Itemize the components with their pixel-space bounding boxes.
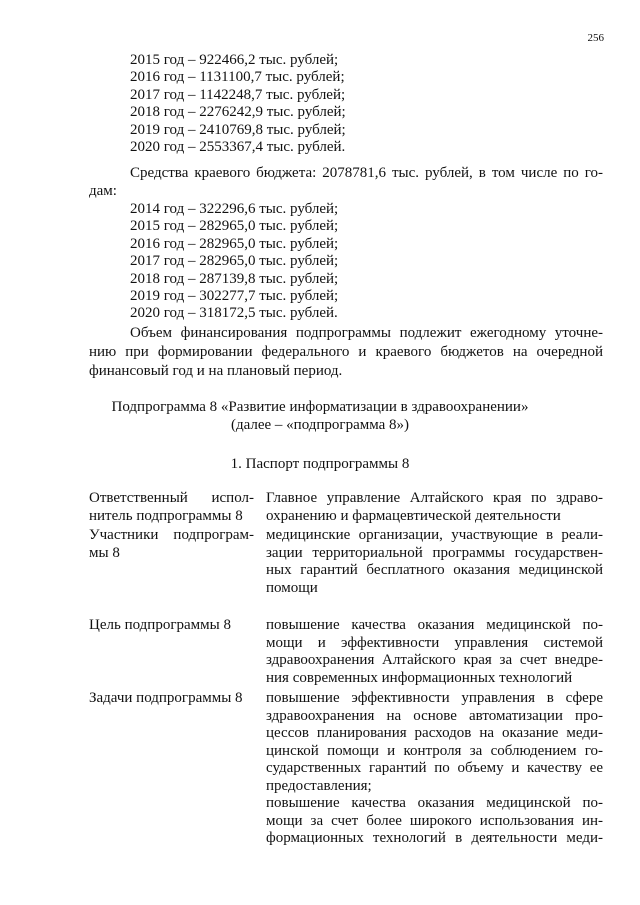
regional-budget-line1: Средства краевого бюджета: 2078781,6 тыс. рублей, в том числе по го- — [130, 165, 603, 181]
list-item: 2017 год – 282965,0 тыс. рублей; — [130, 253, 339, 270]
list-item: 2019 год – 2410769,8 тыс. рублей; — [130, 121, 346, 138]
financing-note-line2: нию при формировании федерального и краевого бюджетов на очередной — [89, 344, 603, 360]
tasks-label: Задачи подпрограммы 8 — [89, 690, 243, 706]
goal-value: повышение качества оказания медицинской по- мощи и эффективности управления системой здравоохранения Алтайского края за счет внедре- ния современных информационных технологий — [266, 617, 603, 686]
list-item: 2016 год – 1131100,7 тыс. рублей; — [130, 69, 345, 86]
goal-label: Цель подпрограммы 8 — [89, 617, 231, 633]
financing-note-line3: финансовый год и на плановый период. — [89, 363, 343, 379]
financing-note-line1: Объем финансирования подпрограммы подлежит ежегодному уточне- — [130, 325, 603, 341]
regional-budget-list — [130, 201, 338, 323]
participants-label: Участники подпрограм- мы 8 — [89, 527, 254, 561]
subprogram-title-line2: (далее – «подпрограмма 8») — [230, 417, 410, 433]
list-item: 2020 год – 2553367,4 тыс. рублей. — [130, 139, 346, 156]
executor-label: Ответственный испол- нитель подпрограммы 8 — [89, 490, 254, 524]
federal-budget-list — [130, 52, 346, 156]
executor-value: Главное управление Алтайского края по здраво- охранению и фармацевтической деятельности — [266, 490, 603, 524]
list-item: 2018 год – 2276242,9 тыс. рублей; — [130, 104, 346, 121]
list-item: 2016 год – 282965,0 тыс. рублей; — [130, 235, 339, 252]
subprogram-title-line1: Подпрограмма 8 «Развитие информатизации в здравоохранении» — [111, 399, 529, 415]
list-item: 2019 год – 302277,7 тыс. рублей; — [130, 288, 339, 305]
list-item: 2020 год – 318172,5 тыс. рублей. — [130, 305, 338, 322]
list-item: 2014 год – 322296,6 тыс. рублей; — [130, 201, 339, 217]
list-item: 2018 год – 287139,8 тыс. рублей; — [130, 270, 339, 287]
list-item: 2015 год – 922466,2 тыс. рублей; — [130, 52, 339, 68]
page-number: 256 — [587, 32, 604, 44]
tasks-value: повышение эффективности управления в сфере здравоохранения на основе автоматизации про- цессов планирования расходов на оказание меди- цинской помощи и контроля за соблюдением го- сударственных гарантий по объему и качеству ее предоставления; повышение качества оказания медицинской по- мощи за счет более широкого использования ин- формационных технологий в деятельности меди- — [266, 690, 603, 846]
passport-heading: 1. Паспорт подпрограммы 8 — [230, 456, 410, 472]
participants-value: медицинские организации, участвующие в реали- зации территориальной программы государствен- ных гарантий бесплатного оказания медицинской помощи — [266, 527, 603, 596]
regional-budget-line2: дам: — [89, 183, 117, 199]
list-item: 2015 год – 282965,0 тыс. рублей; — [130, 218, 339, 235]
list-item: 2017 год – 1142248,7 тыс. рублей; — [130, 86, 346, 103]
